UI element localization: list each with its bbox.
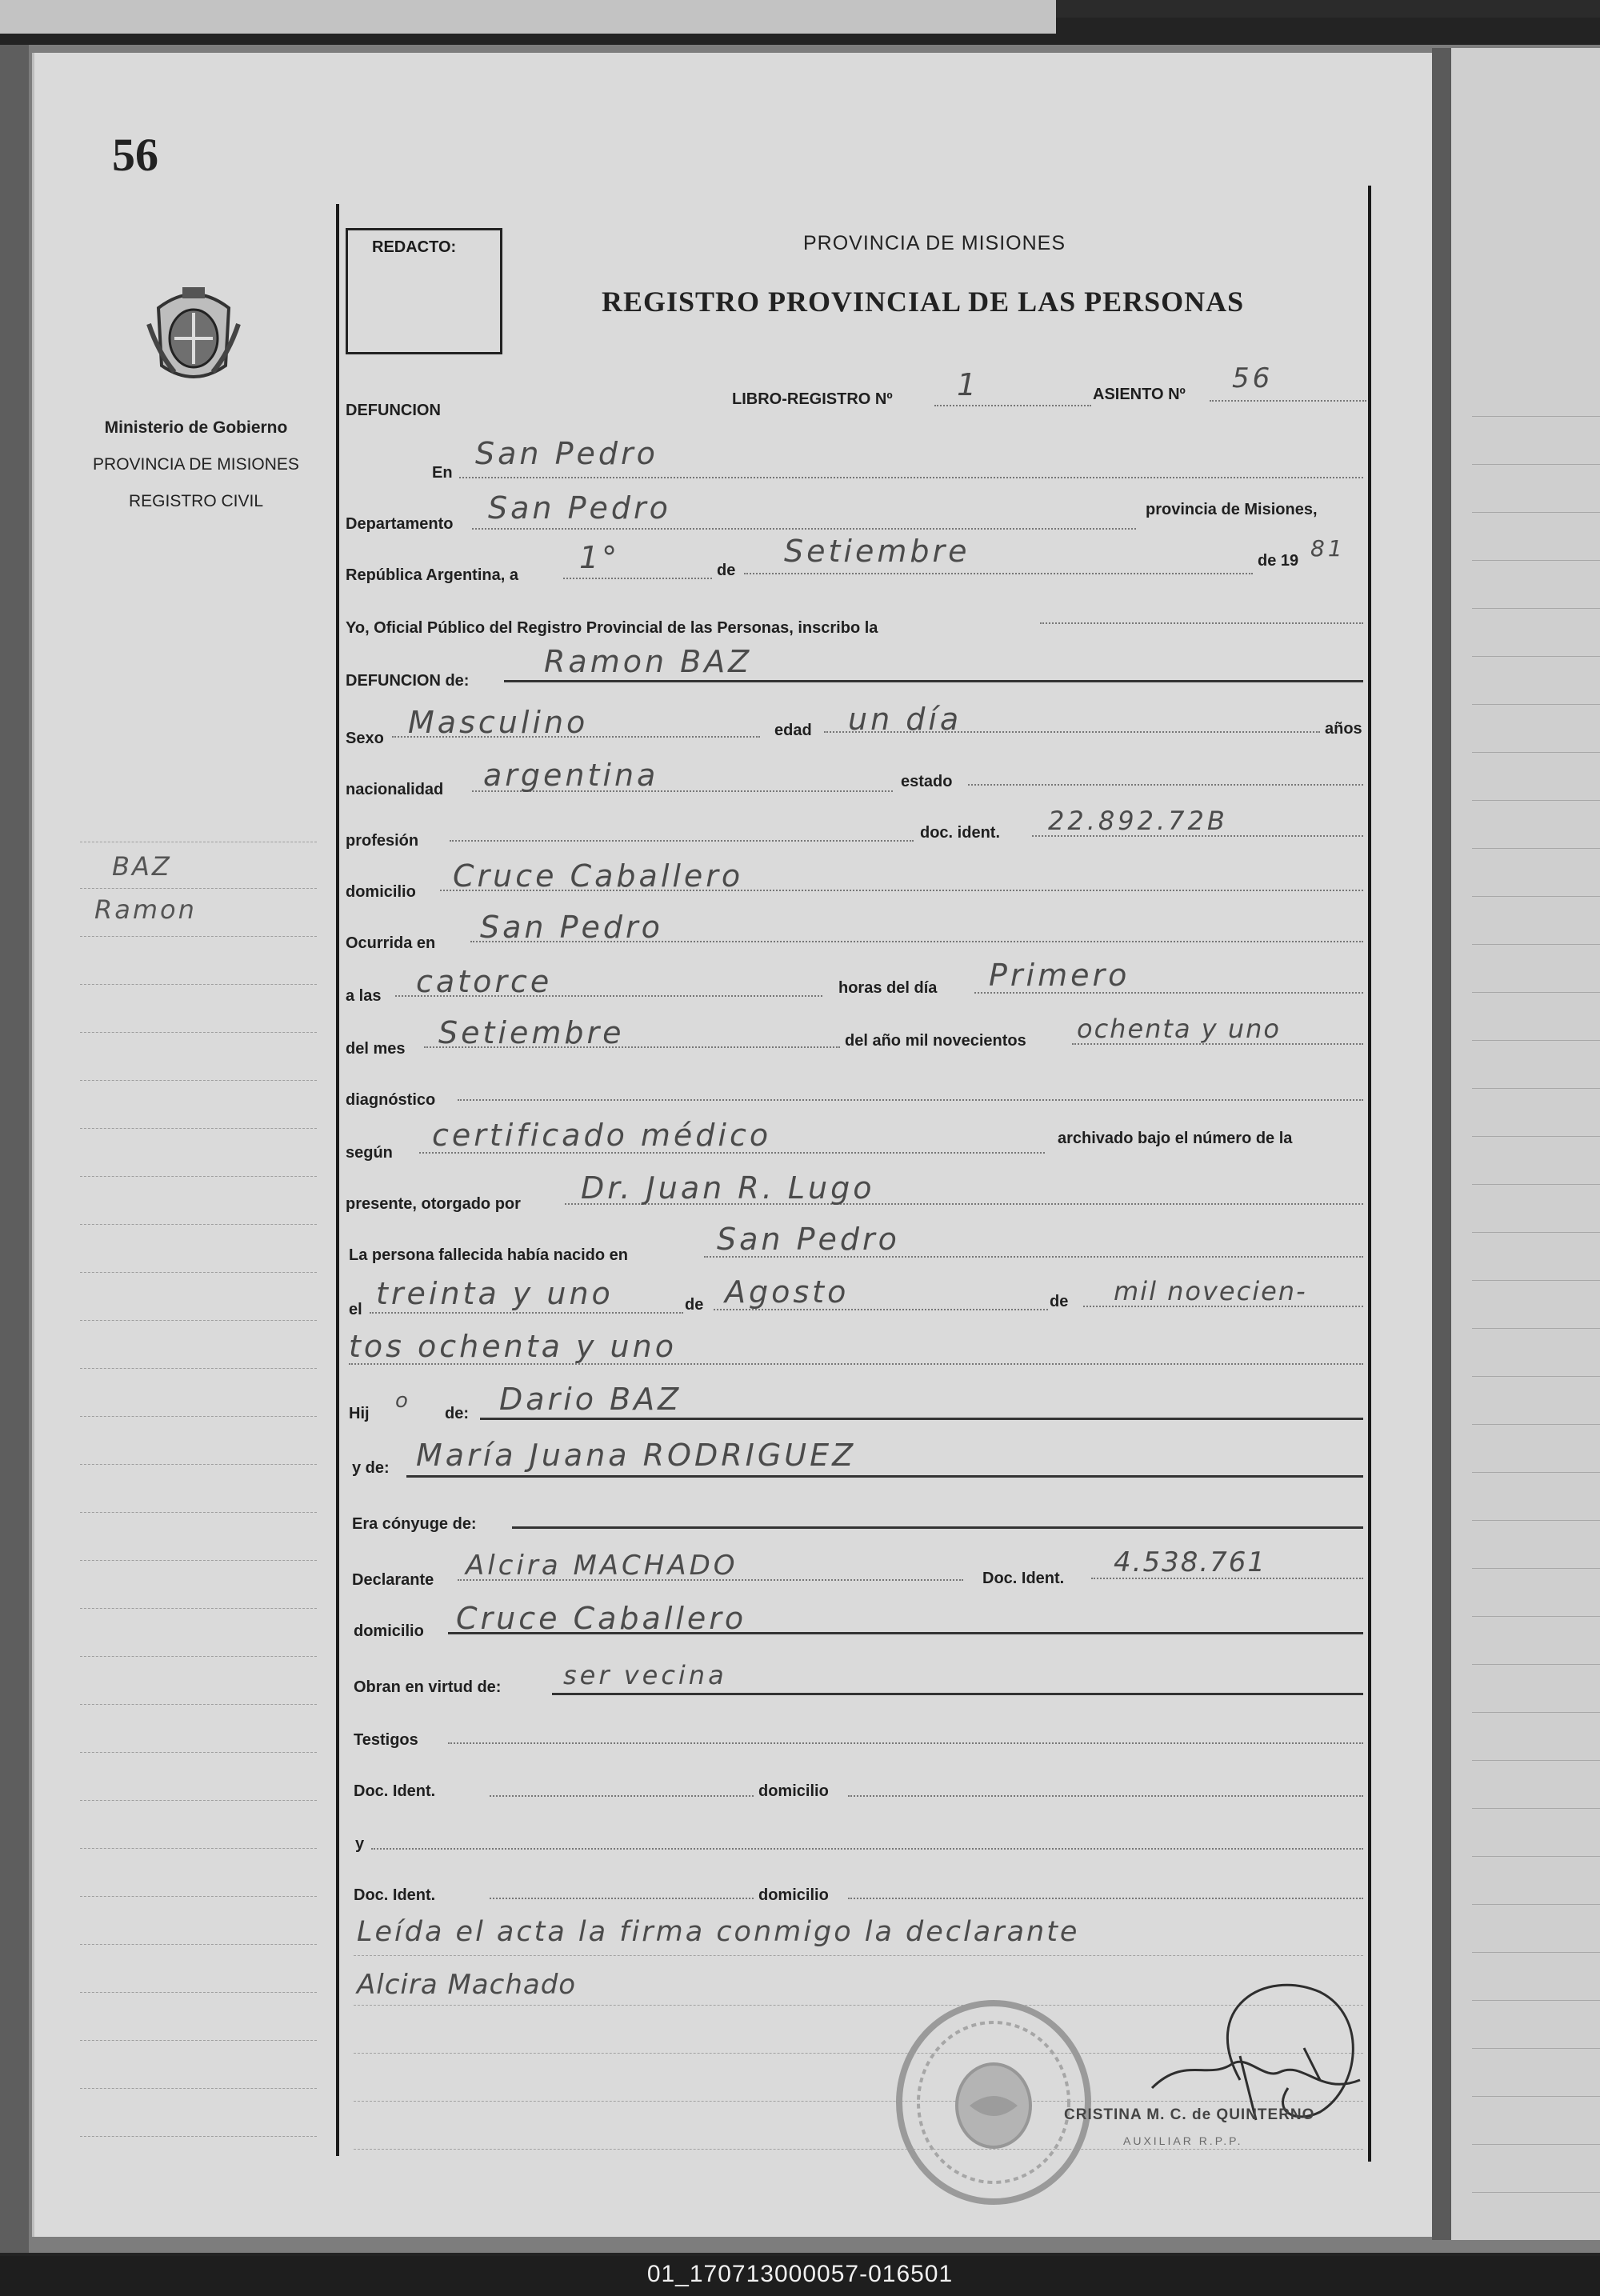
anio-nac-value-2: tos ochenta y uno [349, 1329, 677, 1364]
official-title: AUXILIAR R.P.P. [1123, 2134, 1243, 2147]
doc-label: doc. ident. [920, 824, 1000, 842]
asiento-label: ASIENTO Nº [1093, 386, 1186, 403]
hijo-de-label: de: [445, 1405, 469, 1422]
obran-value: ser vecina [563, 1660, 727, 1690]
a-las-label: a las [346, 987, 382, 1005]
libro-label: LIBRO-REGISTRO Nº [732, 390, 893, 408]
edad-label: edad [774, 722, 812, 739]
nacionalidad-value: argentina [483, 758, 659, 793]
day-value: 1° [579, 540, 621, 575]
presente-value: Dr. Juan R. Lugo [581, 1170, 875, 1206]
provincia-suffix: provincia de Misiones, [1146, 501, 1318, 518]
previous-page-edge [0, 0, 1056, 34]
sexo-label: Sexo [346, 730, 384, 747]
anos-label: años [1325, 720, 1362, 738]
domicilio-2-label: domicilio [354, 1622, 424, 1640]
de-anio-label: de 19 [1258, 552, 1299, 570]
departamento-value: San Pedro [488, 490, 671, 526]
de-label-2: de [685, 1296, 704, 1314]
segun-value: certificado médico [432, 1118, 772, 1153]
madre-value: María Juana RODRIGUEZ [416, 1438, 857, 1473]
doc-value: 22.892.72B [1048, 806, 1228, 836]
defuncion-title: DEFUNCION [346, 402, 441, 419]
official-name: CRISTINA M. C. de QUINTERNO [1064, 2106, 1315, 2123]
doc-ident-t1-label: Doc. Ident. [354, 1782, 436, 1800]
month-value: Setiembre [784, 534, 970, 569]
estado-label: estado [901, 773, 953, 790]
anio-mil-value: ochenta y uno [1077, 1014, 1281, 1044]
declarant-signature: Alcira Machado [357, 1969, 577, 2001]
page-gutter [1432, 48, 1451, 2240]
domicilio-t2-label: domicilio [758, 1886, 829, 1904]
padre-value: Dario BAZ [499, 1382, 682, 1417]
del-mes-value: Setiembre [438, 1015, 625, 1050]
anio-mil-label: del año mil novecientos [845, 1032, 1026, 1050]
segun-label: según [346, 1144, 393, 1162]
dia-hw-value: Primero [989, 958, 1130, 993]
edad-value: un día [848, 702, 962, 737]
ministry-registry: REGISTRO CIVIL [128, 492, 264, 510]
nacido-label: La persona fallecida había nacido en [349, 1246, 628, 1264]
el-label: el [349, 1301, 362, 1318]
ministry-province: PROVINCIA DE MISIONES [93, 455, 299, 474]
defuncion-de-label: DEFUNCION de: [346, 672, 470, 690]
departamento-label: Departamento [346, 515, 454, 533]
registry-header: REGISTRO PROVINCIAL DE LAS PERSONAS [602, 286, 1245, 318]
hijo-label: Hij [349, 1405, 370, 1422]
top-shadow [1056, 0, 1600, 18]
a-las-value: catorce [416, 964, 553, 999]
margin-note-name: Ramon [94, 894, 197, 925]
en-value: San Pedro [475, 436, 658, 471]
profesion-label: profesión [346, 832, 419, 850]
archivado-label: archivado bajo el número de la [1058, 1130, 1293, 1147]
page-number: 56 [112, 129, 158, 181]
conyuge-label: Era cónyuge de: [352, 1515, 477, 1533]
doc-ident-label: Doc. Ident. [982, 1570, 1065, 1587]
libro-value: 1 [957, 367, 980, 402]
mes-nac-value: Agosto [725, 1274, 850, 1310]
de-label: de [717, 562, 736, 579]
ocurrida-label: Ocurrida en [346, 934, 436, 952]
province-header: PROVINCIA DE MISIONES [803, 232, 1066, 254]
presente-label: presente, otorgado por [346, 1195, 521, 1213]
el-value: treinta y uno [376, 1276, 614, 1311]
redacto-box [346, 228, 502, 354]
nacido-value: San Pedro [717, 1222, 900, 1257]
de-label-3: de [1050, 1293, 1069, 1310]
diagnostico-label: diagnóstico [346, 1091, 436, 1109]
declarante-value: Alcira MACHADO [466, 1550, 738, 1582]
doc-ident-t2-label: Doc. Ident. [354, 1886, 436, 1904]
domicilio-t1-label: domicilio [758, 1782, 829, 1800]
closing-statement: Leída el acta la firma conmigo la declarante [357, 1916, 1080, 1948]
horas-label: horas del día [838, 979, 938, 997]
ministry-title: Ministerio de Gobierno [104, 418, 288, 437]
redacto-label: REDACTO: [372, 238, 457, 256]
domicilio-value: Cruce Caballero [453, 858, 744, 894]
left-form-border [336, 204, 339, 2156]
anio-nac-value: mil novecien- [1114, 1276, 1307, 1306]
y-de-label: y de: [352, 1459, 390, 1477]
official-seal-stamp [890, 1998, 1098, 2206]
adjacent-page [1451, 48, 1600, 2240]
year-value: 81 [1310, 535, 1346, 562]
obran-label: Obran en virtud de: [354, 1678, 502, 1696]
declarante-label: Declarante [352, 1571, 434, 1589]
yo-statement: Yo, Oficial Público del Registro Provincial de las Personas, inscribo la [346, 619, 878, 637]
nacionalidad-label: nacionalidad [346, 781, 444, 798]
en-label: En [432, 464, 453, 482]
testigos-label: Testigos [354, 1731, 418, 1749]
book-binding [0, 45, 29, 2253]
domicilio-label: domicilio [346, 883, 416, 901]
republica-label: República Argentina, a [346, 566, 518, 584]
ministry-block [64, 410, 328, 520]
ocurrida-value: San Pedro [480, 910, 663, 945]
hijo-suffix: o [395, 1389, 411, 1413]
domicilio-2-value: Cruce Caballero [456, 1601, 747, 1636]
del-mes-label: del mes [346, 1040, 406, 1058]
y-label: y [355, 1835, 365, 1853]
document-id: 01_170713000057-016501 [646, 2261, 954, 2287]
margin-note-surname: BAZ [112, 851, 172, 882]
right-form-border [1368, 186, 1371, 2162]
doc-ident-value: 4.538.761 [1114, 1546, 1267, 1578]
coat-of-arms-icon [142, 276, 245, 394]
sexo-value: Masculino [408, 705, 589, 740]
deceased-name-value: Ramon BAZ [544, 644, 753, 679]
asiento-value: 56 [1232, 362, 1274, 394]
